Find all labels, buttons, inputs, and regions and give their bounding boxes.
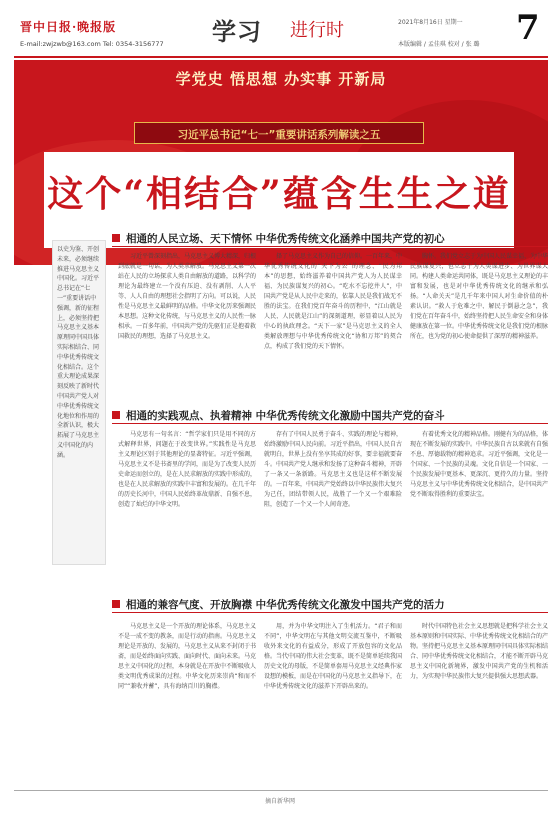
series-label-box <box>134 122 424 144</box>
paragraph: 马克思主义是一个开放的理论体系，马克思主义不是一成不变的教条，而是行动的指南。马克思主义理论是开放的、发展的，马克思主义从来不封闭于书斋，而是始终面向实践、面向时代、面向未来。马克思主义中国化的过程，本身就是在开放中不断吸收人类文明优秀成果的过程。中华文化历来崇尚“和而不同”“兼收并蓄”，具有海纳百川的胸襟。 <box>118 623 256 690</box>
heading-bullet-icon <box>112 234 120 242</box>
section-heading-text: 相通的兼容气度、开放胸襟 中华优秀传统文化激发中国共产党的活力 <box>126 599 445 611</box>
section-subtitle: 进行时 <box>290 20 344 41</box>
editors-line: 本版编辑 / 孟佳琪 校对 / 张 璐 <box>398 41 480 48</box>
article-column <box>118 430 256 580</box>
heading-rule <box>112 246 548 247</box>
article-column <box>264 622 402 782</box>
contact-line: E-mail:zwjzwb@163.com Tel: 0354-3156777 <box>20 40 164 48</box>
masthead <box>0 0 560 62</box>
article-column <box>118 622 256 782</box>
page-number: 7 <box>516 8 540 48</box>
main-headline: 这个“相结合”蕴含生生之道 <box>47 173 511 215</box>
section-heading-text: 相通的实践观点、执着精神 中华优秀传统文化激励中国共产党的奋斗 <box>126 410 445 422</box>
article-column <box>118 252 256 390</box>
paragraph: 马克思有一句名言：“哲学家们只是用不同的方式解释世界，问题在于改变世界。”实践性是马克思主义理论区别于其他理论的显著特征。习近平强调，马克思主义不是书斋里的学问，而是为了改变人民历史命运而创立的，是在人民求解放的实践中形成的，也是在人民求解放的实践中丰富和发展的。在几千年的历史长河中，中国人民始终革故鼎新、自强不息，创造了灿烂的中华文明。 <box>118 431 256 508</box>
paragraph: 择了马克思主义作为自己的信仰。一百年来，中华优秀传统文化的“天下为公”的理念、“民为邦本”的思想，始终滋养着中国共产党人为人民谋幸福、为民族谋复兴的初心。“吃水不忘挖井人”，中国共产党是从人民中走来的，依靠人民是我们战无不胜的法宝。在我们党百年奋斗的历程中，“江山就是人民、人民就是江山”的深刻道理，彰显着以人民为中心的执政理念。“天下一家”是马克思主义的全人类解放理想与中华优秀传统文化“协和万邦”的契合点，构成了我们党的天下情怀。 <box>264 253 402 350</box>
date-line: 2021年8月16日 星期一 <box>398 19 463 26</box>
paper-name: 晋中日报·晚报版 <box>20 20 117 34</box>
article-column <box>410 430 548 580</box>
paragraph: 胸怀。我们党立志于为中国人民谋幸福、为中华民族谋复兴，也立志于为人类谋进步、为世界谋大同。构建人类命运共同体，既是马克思主义理论的丰富和发展，也是对中华优秀传统文化的继承和弘扬。“人命关天”是几千年来中国人对生命价值的朴素认识。“救人于危难之中、解民于倒悬之急”，我们党在百年奋斗中，始终坚持把人民生命安全和身体健康放在第一位。中华优秀传统文化是我们党的根脉所在，也为党的初心使命提供了深厚的精神滋养。 <box>410 253 548 340</box>
sidebar-text: 以史为鉴、开创未来，必须继续推进马克思主义中国化。习近平总书记在“七一”重要讲话中强调，新的征程上，必须坚持把马克思主义基本原理同中国具体实际相结合、同中华优秀传统文化相结合。这个重大理论成果深刻反映了新时代中国共产党人对中华优秀传统文化地位和作用的全新认识，极大拓展了马克思主义中国化的内涵。 <box>57 246 100 459</box>
heading-bullet-icon <box>112 411 120 419</box>
footer-rule <box>14 790 548 791</box>
paragraph: 时代中国特色社会主义思想就是把科学社会主义基本原则和中国实际、中华优秀传统文化相结合的产物。坚持把马克思主义基本原理同中国具体实际相结合、同中华优秀传统文化相结合，才能不断开辟马克思主义中国化新境界，激发中国共产党的生机和活力，为实现中华民族伟大复兴提供强大思想武器。 <box>410 623 548 680</box>
paragraph: 有着优秀文化的精神品格。刚健有为的品格，体现在不断发展的实践中。中华民族自古以来就有自强不息、厚德载物的精神追求。习近平强调，文化是一个国家、一个民族的灵魂。文化自信是一个国家、一个民族发展中更基本、更深沉、更持久的力量。坚持马克思主义与中华优秀传统文化相结合，是中国共产党不断取得胜利的重要法宝。 <box>410 431 548 498</box>
paragraph: 存有了中国人民勇于奋斗、实践的理论与精神，始终激励中国人民向前。习近平指出，中国人民自古就明白，世界上没有坐享其成的好事，要幸福就要奋斗。中国共产党人继承和发扬了这种奋斗精神，开辟了一条又一条新路。马克思主义也是这样不断发展的。一百年来，中国共产党始终以中华民族伟大复兴为己任，团结带领人民，战胜了一个又一个艰难险阻，创造了一个又一个人间奇迹。 <box>264 431 402 508</box>
paragraph: 习近平曾深刻指出，马克思主义博大精深，归根到底就是一句话，为人类求解放。马克思主义第一次站在人民的立场探求人类自由解放的道路，以科学的理论为最终建立一个没有压迫、没有剥削、人人平等、人人自由的理想社会指明了方向。可以说，人民性是马克思主义最鲜明的品格。中华文化历来强调民本思想。这种文化传统，与马克思主义的人民性一脉相承。一百多年前，中国共产党的先驱们正是抱着救国救民的理想，选择了马克思主义。 <box>118 253 256 340</box>
paragraph: 用，并为中华文明注入了生机活力。“君子和而不同”，中华文明在与其他文明交流互鉴中，不断吸收外来文化的有益成分，形成了开放包容的文化品格。当代中国的伟大社会变革，既不是简单延续我国历史文化的母版，不是简单套用马克思主义经典作家设想的模板，而是在中国化的马克思主义指导下，在中华优秀传统文化的滋养下开辟出来的。 <box>264 623 402 690</box>
section-title: 学习 <box>212 18 262 46</box>
masthead-rule <box>14 56 548 58</box>
section-heading <box>112 406 548 424</box>
article-column <box>264 430 402 580</box>
series-label: 习近平总书记“七一”重要讲话系列解读之五 <box>177 129 381 141</box>
section-heading-text: 相通的人民立场、天下情怀 中华优秀传统文化涵养中国共产党的初心 <box>126 233 445 245</box>
section-heading <box>112 595 548 613</box>
article-column <box>264 252 402 390</box>
source-credit: 摘自新华网 <box>264 798 295 805</box>
heading-rule <box>112 423 548 424</box>
heading-bullet-icon <box>112 600 120 608</box>
heading-rule <box>112 612 548 613</box>
banner-slogan: 学党史 悟思想 办实事 开新局 <box>175 70 387 88</box>
article-column <box>410 622 548 782</box>
section-heading <box>112 229 548 247</box>
sidebar-summary <box>52 240 106 565</box>
article-column <box>410 252 548 390</box>
